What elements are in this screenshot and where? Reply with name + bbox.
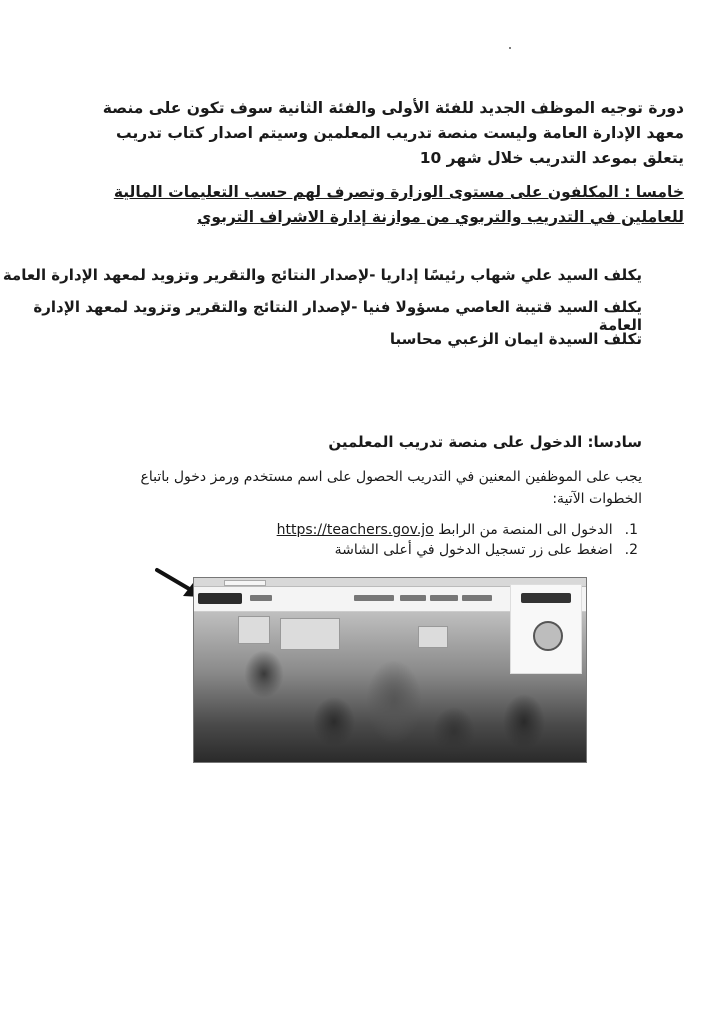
site-logo-text [521, 593, 571, 603]
nav-link[interactable] [430, 595, 458, 601]
step-item [277, 522, 638, 538]
scan-dot [509, 47, 511, 49]
assignment-line: يكلف السيد علي شهاب رئيسًا إداريا -لإصدار النتائج والتقرير وتزويد لمعهد الإدارة العامة [2, 266, 642, 284]
step-item [335, 542, 638, 558]
step-number: 2. [624, 542, 638, 558]
nav-link[interactable] [354, 595, 394, 601]
wall-poster [280, 618, 340, 650]
wall-poster [418, 626, 448, 648]
nav-link[interactable] [250, 595, 272, 601]
section-6-intro: يجب على الموظفين المعنين في التدريب الحصول على اسم مستخدم ورمز دخول باتباع الخطوات الآتية: [140, 469, 642, 507]
wall-poster [238, 616, 270, 644]
address-bar [224, 580, 266, 586]
ministry-emblem-icon [533, 621, 563, 651]
section-6-heading: سادسا: الدخول على منصة تدريب المعلمين [328, 433, 642, 451]
step-text: اضغط على زر تسجيل الدخول في أعلى الشاشة [334, 542, 613, 558]
paragraph-training-course: دورة توجيه الموظف الجديد للفئة الأولى والفئة الثانية سوف تكون على منصة معهد الإدارة العامة وليست منصة تدريب المعلمين وسيتم اصدار كتاب تدريب يتعلق بموعد التدريب خلال شهر 10 [102, 99, 684, 167]
teachers-platform-link[interactable]: https://teachers.gov.jo [276, 522, 434, 538]
step-number: 1. [624, 522, 638, 538]
nav-link[interactable] [400, 595, 426, 601]
nav-link[interactable] [462, 595, 492, 601]
assignment-line: تكلف السيدة ايمان الزعبي محاسبا [389, 330, 642, 348]
assignment-line: يكلف السيد قتيبة العاصي مسؤولا فنيا -لإصدار النتائج والتقرير وتزويد لمعهد الإدارة العامة [33, 298, 642, 334]
step-text: الدخول الى المنصة من الرابط [438, 522, 613, 538]
platform-screenshot [193, 577, 587, 763]
paragraph-section-5: خامسا : المكلفون على مستوى الوزارة وتصرف لهم حسب التعليمات المالية للعاملين في التدريب والتربوي من موازنة إدارة الاشراف التربوي [113, 183, 684, 226]
login-button[interactable] [198, 593, 242, 604]
site-logo-panel [510, 584, 582, 674]
